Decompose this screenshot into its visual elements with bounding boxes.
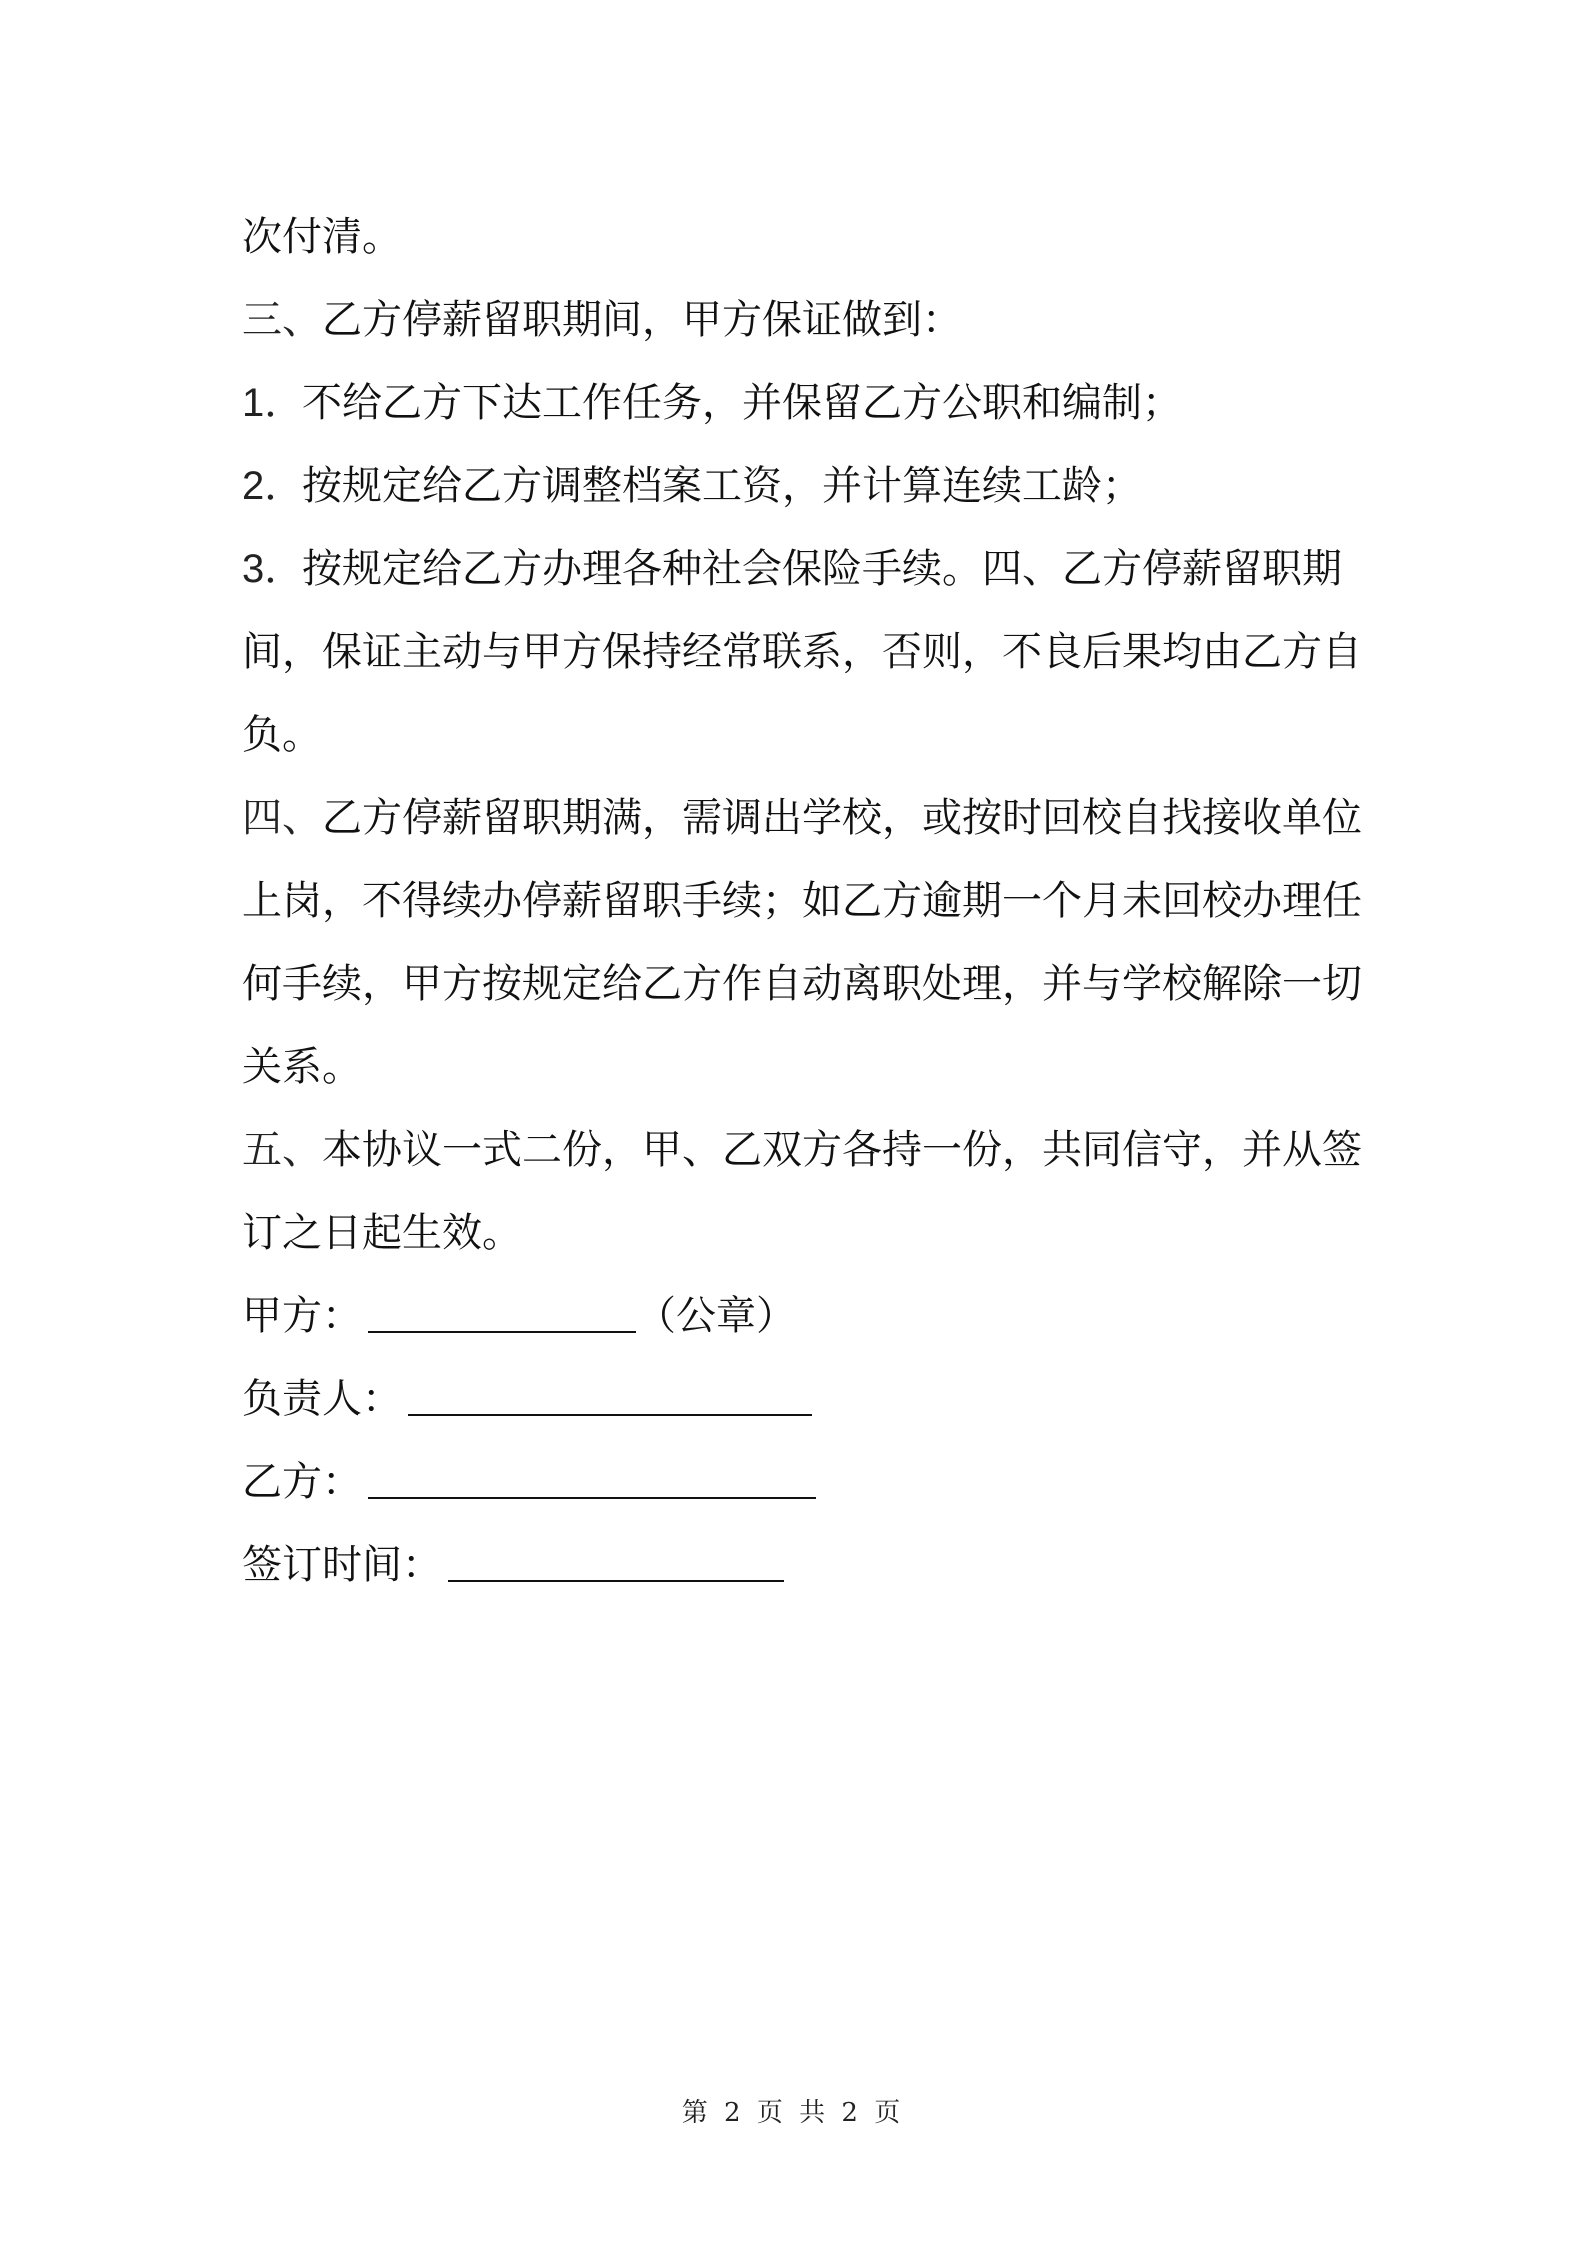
section-heading-3 [242,279,1360,362]
paragraph-line [242,860,1360,943]
paragraph-line [242,196,1360,279]
party-b-label: 乙方： [242,1459,362,1505]
signature-party-a [242,1275,1360,1358]
signature-responsible [242,1358,1360,1441]
page-footer: 第 2 页 共 2 页 [681,2098,905,2128]
text: 何手续，甲方按规定给乙方作自动离职处理，并与学校解除一切 [242,961,1362,1007]
paragraph-line [242,943,1360,1026]
signature-date [242,1524,1360,1607]
section-number: 四、 [242,795,322,841]
list-number: 3． [242,547,305,591]
text: 上岗，不得续办停薪留职手续；如乙方逾期一个月未回校办理任 [242,878,1362,924]
section-number: 五、 [242,1127,322,1173]
paragraph-line [242,1026,1360,1109]
section-text: 乙方停薪留职期间，甲方保证做到： [322,297,962,343]
responsible-blank[interactable] [408,1413,812,1416]
text: 关系。 [242,1044,362,1090]
section-heading-5 [242,1109,1360,1192]
text: 负。 [242,712,322,758]
sign-date-label: 签订时间： [242,1542,442,1588]
section-text: 乙方停薪留职期满，需调出学校，或按时回校自找接收单位 [322,795,1362,841]
list-number: 1． [242,381,305,425]
paragraph-line [242,611,1360,694]
list-number: 2． [242,464,305,508]
party-a-label: 甲方： [242,1293,362,1339]
paragraph-line [242,694,1360,777]
seal-note: （公章） [636,1293,796,1339]
section-heading-4 [242,777,1360,860]
paragraph-line [242,1192,1360,1275]
list-item-2 [242,445,1360,528]
section-number: 三、 [242,297,322,343]
signature-party-b [242,1441,1360,1524]
list-item-3 [242,528,1360,611]
section-text: 本协议一式二份，甲、乙双方各持一份，共同信守，并从签 [322,1127,1362,1173]
document-body [242,196,1360,1607]
party-a-blank[interactable] [368,1330,636,1333]
sign-date-blank[interactable] [448,1579,784,1582]
list-item-1 [242,362,1360,445]
text: 次付清。 [242,214,402,260]
text: 间，保证主动与甲方保持经常联系，否则，不良后果均由乙方自 [242,629,1362,675]
text: 订之日起生效。 [242,1210,522,1256]
responsible-label: 负责人： [242,1376,402,1422]
list-text: 按规定给乙方调整档案工资，并计算连续工龄； [302,463,1142,509]
list-text: 不给乙方下达工作任务，并保留乙方公职和编制； [302,380,1182,426]
party-b-blank[interactable] [368,1496,816,1499]
list-text: 按规定给乙方办理各种社会保险手续。四、乙方停薪留职期 [302,546,1342,592]
